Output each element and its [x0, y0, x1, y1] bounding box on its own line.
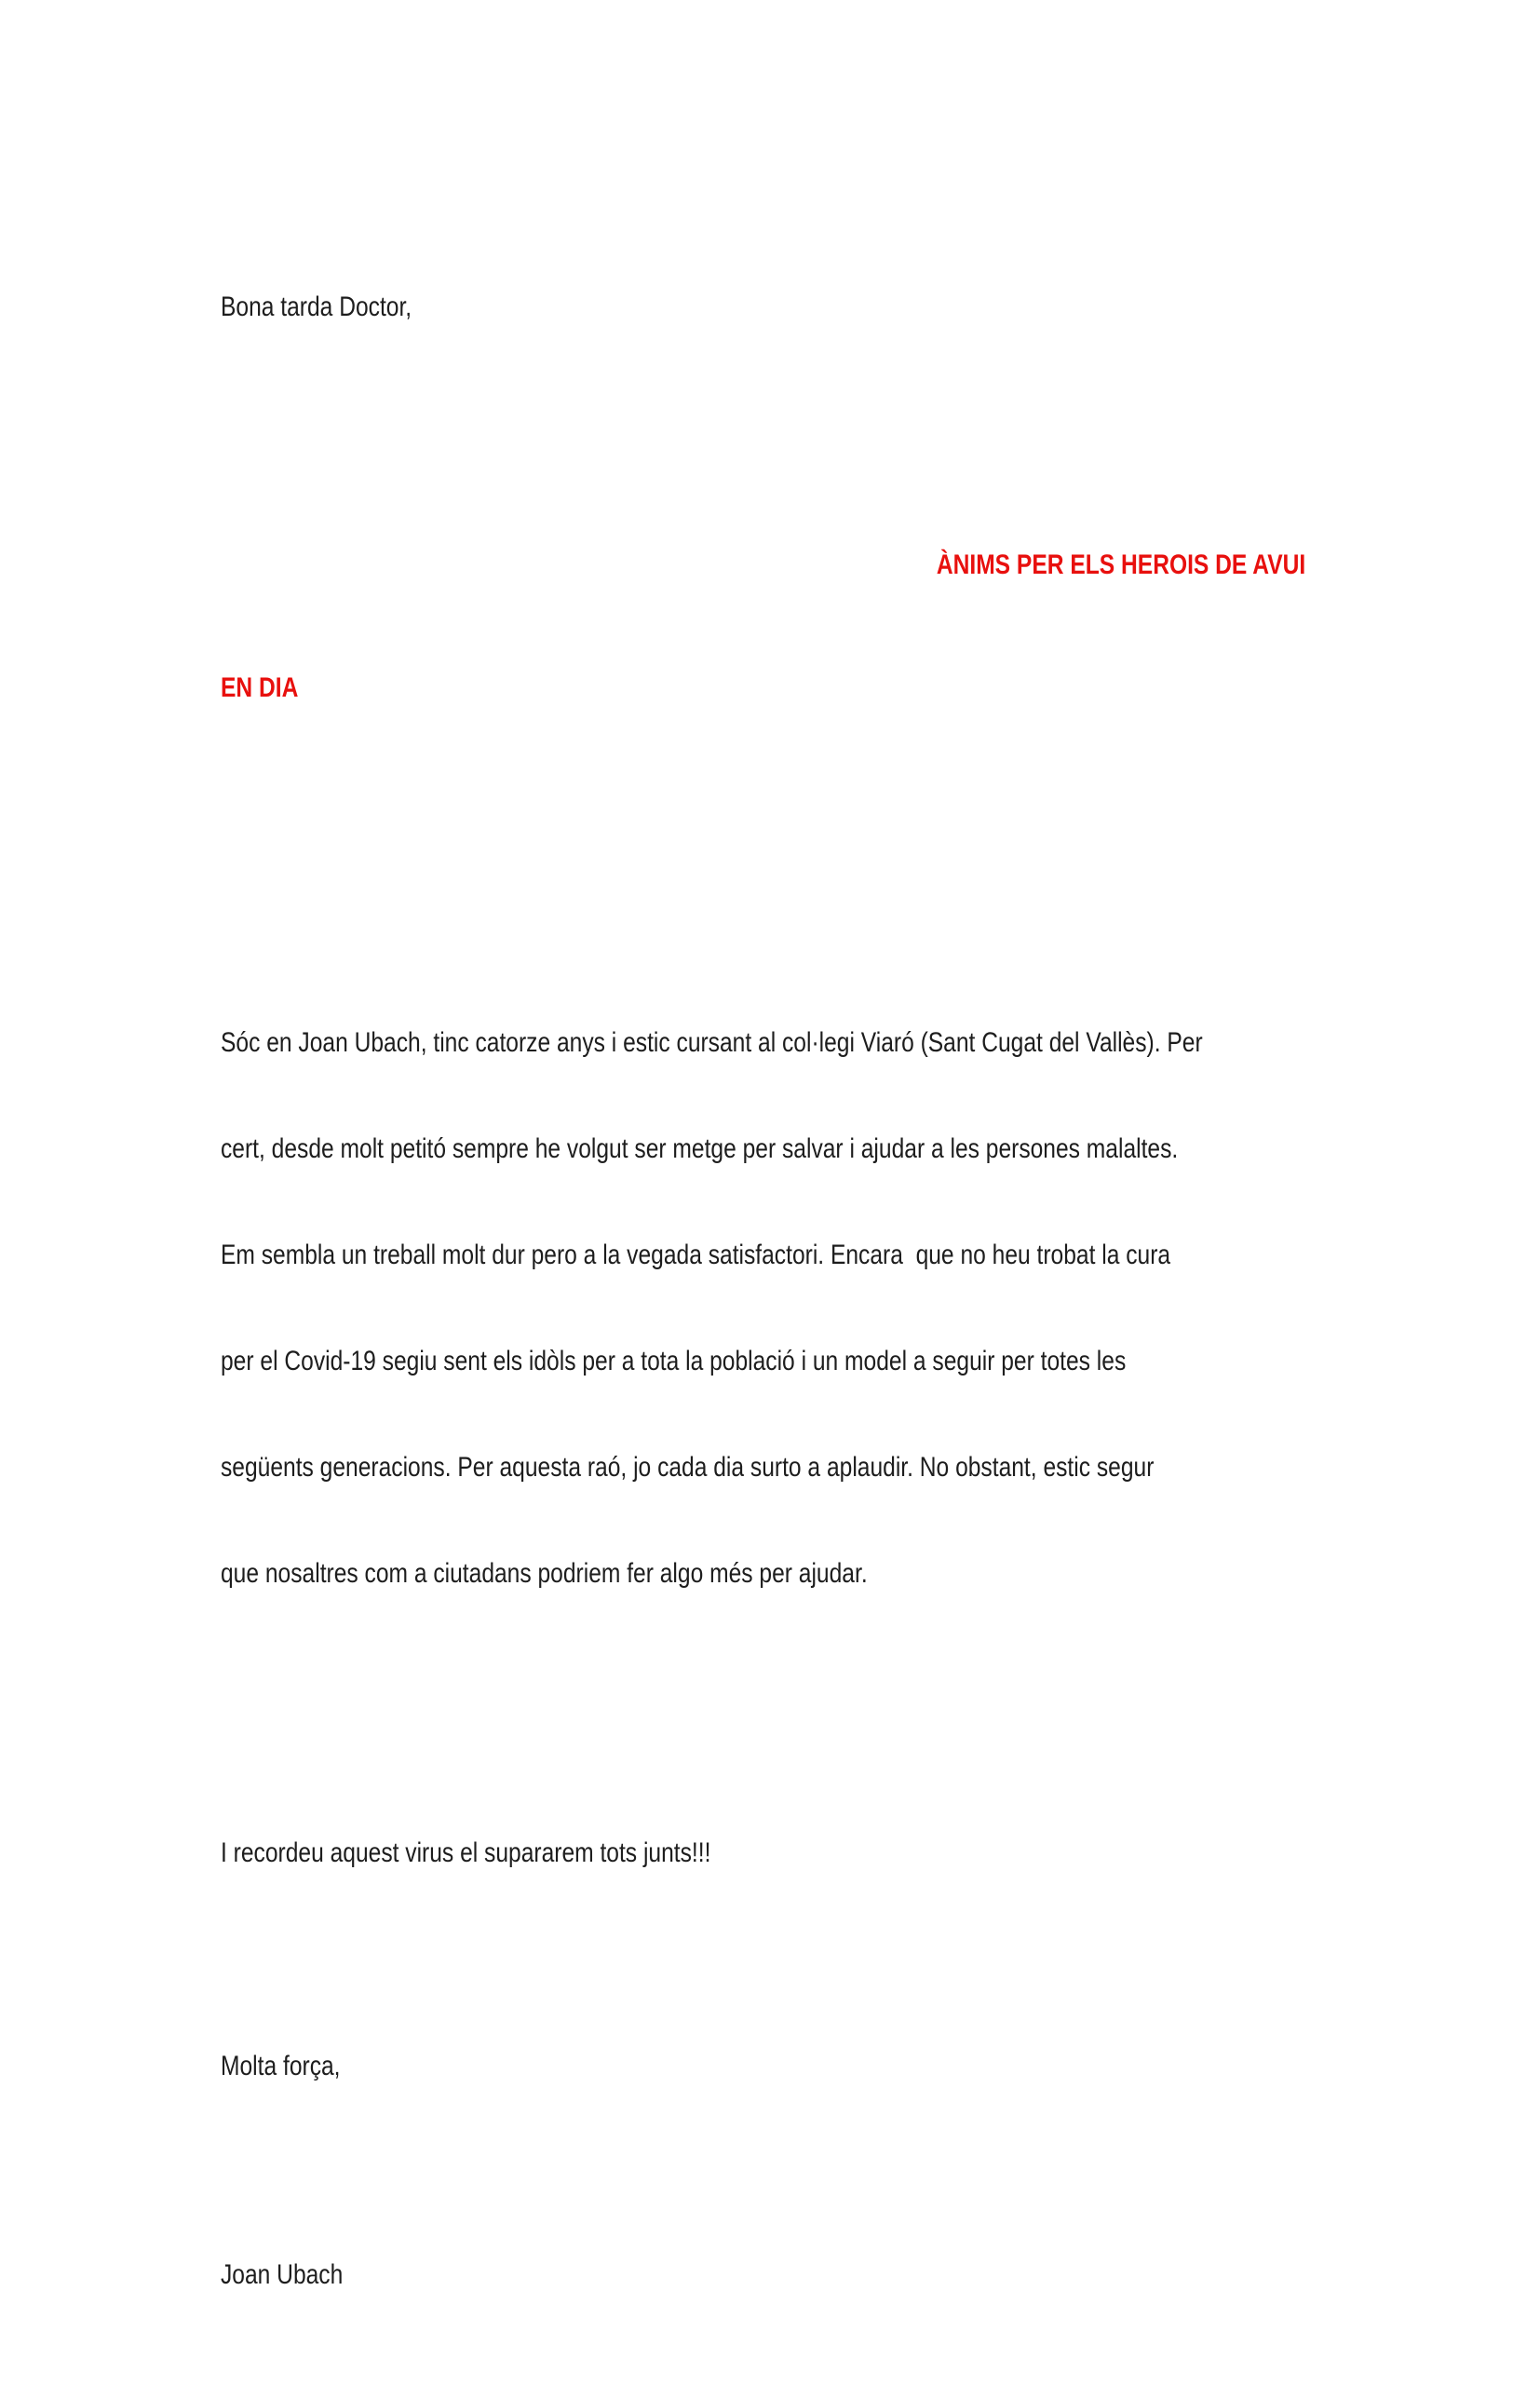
body-line: següents generacions. Per aquesta raó, jo cada dia surto a aplaudir. No obstant, estic segur	[221, 1452, 1155, 1483]
body-paragraph	[221, 955, 1305, 1662]
body-line: per el Covid-19 segiu sent els idòls per a tota la població i un model a seguir per totes les	[221, 1346, 1127, 1376]
greeting-line: Bona tarda Doctor,	[221, 291, 412, 322]
body-line: Em sembla un treball molt dur pero a la vegada satisfactori. Encara que no heu trobat la cura	[221, 1240, 1171, 1270]
headline	[221, 463, 1305, 791]
headline-line-1: ÀNIMS PER ELS HEROIS DE AVUI	[936, 549, 1306, 580]
body-line: Sóc en Joan Ubach, tinc catorze anys i estic cursant al col·legi Viaró (Sant Cugat del Vallès). Per	[221, 1027, 1203, 1058]
body-line: cert, desde molt petitó sempre he volgut ser metge per salvar i ajudar a les persones malaltes.	[221, 1133, 1179, 1164]
rally-line: I recordeu aquest virus el supararem tots junts!!!	[221, 1837, 711, 1868]
body-line: que nosaltres com a ciutadans podriem fer algo més per ajudar.	[221, 1558, 868, 1589]
signoff-line: Molta força,	[221, 2051, 341, 2081]
headline-line-2: EN DIA	[221, 672, 299, 703]
letter-content	[221, 183, 1305, 2399]
signature-line: Joan Ubach	[221, 2259, 344, 2290]
